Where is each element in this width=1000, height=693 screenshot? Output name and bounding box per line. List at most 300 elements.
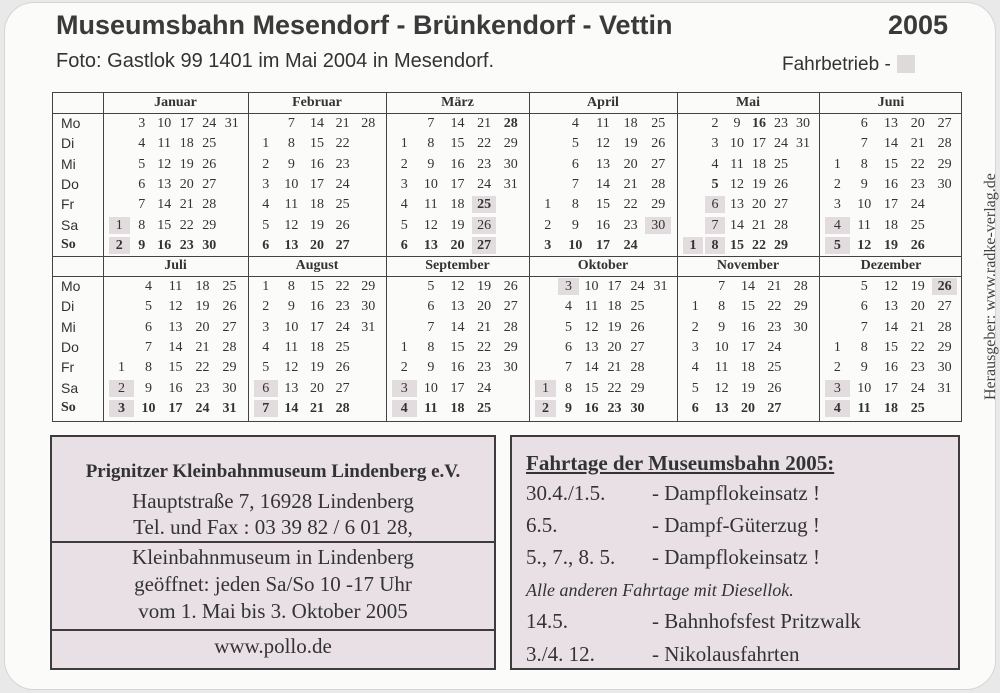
calendar-day: 16 [595,217,610,233]
weekday-label: Sa [61,216,79,233]
calendar-day: 9 [287,299,295,315]
weekday-label: So [61,399,76,415]
calendar-day: 29 [503,339,518,355]
museum-season: vom 1. Mai bis 3. Oktober 2005 [138,599,408,623]
calendar-day: 28 [630,360,645,376]
calendar-day: 28 [503,116,518,131]
calendar-day: 27 [503,299,518,315]
calendar-day: 30 [793,319,808,335]
calendar-day: 21 [309,400,324,416]
calendar-day: 15 [883,339,898,355]
calendar-day: 17 [883,380,898,396]
calendar-day: 15 [450,339,465,355]
calendar-day: 30 [503,360,518,376]
calendar-day: 6 [860,116,868,131]
calendar-day: 17 [309,176,324,192]
museum-address: Hauptstraße 7, 16928 Lindenberg [132,489,414,513]
calendar-day: 6 [138,176,146,192]
calendar-day: 24 [910,380,925,396]
calendar-day: 14 [309,116,324,131]
year-calendar [52,92,962,422]
calendar-day: 26 [774,176,788,192]
calendar-day: 19 [179,156,194,172]
calendar-day: 27 [335,237,350,253]
calendar-day: 3 [109,400,134,417]
calendar-day: 29 [202,217,217,233]
calendar-day: 19 [883,237,898,253]
calendar-day: 16 [309,156,324,172]
calendar-day: 8 [287,136,295,152]
calendar-day: 24 [335,319,350,335]
calendar-day: 6 [691,400,699,416]
event-desc: - Dampf-Güterzug ! [652,513,820,537]
month-name: Juli [164,258,187,273]
calendar-day: 26 [222,299,237,315]
calendar-day: 28 [503,319,518,335]
calendar-day: 28 [361,116,376,131]
calendar-day: 12 [284,217,299,233]
calendar-day: 1 [400,339,408,355]
museum-name: Prignitzer Kleinbahnmuseum Lindenberg e.V. [85,461,461,482]
calendar-day: 23 [910,360,925,376]
calendar-day: 6 [565,339,572,355]
calendar-day: 13 [423,237,438,253]
event-date: 14.5. [526,609,568,633]
calendar-day: 25 [774,156,788,172]
calendar-day: 7 [571,176,579,192]
calendar-day: 7 [145,339,152,355]
weekday-label: Do [61,175,79,192]
publisher-credit: Herausgeber: www.radke-verlag.de [982,173,999,400]
calendar-day: 17 [179,116,194,131]
calendar-day: 7 [254,400,278,417]
calendar-day: 18 [309,339,324,355]
calendar-day: 1 [535,380,556,397]
calendar-day: 24 [202,116,217,131]
calendar-day: 20 [477,299,492,315]
fahrtage-title: Fahrtage der Museumsbahn 2005: [526,451,835,475]
calendar-day: 17 [607,279,622,294]
calendar-day: 9 [718,319,726,335]
calendar-day: 26 [630,319,645,335]
calendar-day: 6 [705,196,725,213]
calendar-day: 2 [262,299,270,315]
calendar-day: 16 [740,319,755,335]
calendar-day: 13 [584,339,599,355]
calendar-day: 30 [503,156,518,172]
calendar-day: 5 [825,237,850,254]
calendar-day: 5 [860,279,868,294]
calendar-day: 14 [740,279,755,294]
month-name: April [587,95,619,110]
calendar-day: 2 [691,319,699,335]
calendar-day: 17 [752,136,766,152]
calendar-day: 16 [450,156,465,172]
calendar-day: 14 [595,176,610,192]
calendar-day: 11 [284,339,299,355]
calendar-day: 7 [427,116,435,131]
calendar-day: 19 [740,380,755,396]
calendar-day: 3 [392,380,417,397]
event-date: 30.4./1.5. [526,481,606,505]
event-desc: - Dampflokeinsatz ! [652,481,820,505]
calendar-day: 9 [427,156,435,172]
page-title: Museumsbahn Mesendorf - Brünkendorf - Vettin [56,10,673,40]
month-name: Mai [735,95,761,110]
calendar-day: 21 [910,319,925,335]
calendar-day: 11 [157,136,171,152]
calendar-day: 24 [623,237,638,253]
calendar-day: 1 [262,279,270,294]
calendar-day: 18 [623,116,638,131]
month-name: Dezember [860,258,922,273]
calendar-day: 24 [477,380,492,396]
calendar-day: 24 [767,339,782,355]
fahrtage-box [510,435,960,670]
calendar-day: 22 [335,279,350,294]
calendar-day: 20 [195,319,210,335]
museum-line1: Kleinbahnmuseum in Lindenberg [132,545,414,569]
calendar-day: 4 [825,217,850,234]
calendar-day: 23 [623,217,638,233]
calendar-day: 23 [195,380,210,396]
calendar-day: 10 [284,319,299,335]
calendar-day: 13 [595,156,610,172]
year-label: 2005 [888,10,949,40]
calendar-day: 20 [607,339,622,355]
calendar-day: 10 [423,176,438,192]
calendar-day: 3 [691,339,699,355]
calendar-day: 17 [595,237,610,253]
calendar-day: 19 [450,217,465,233]
calendar-day: 30 [361,299,376,315]
calendar-day: 27 [335,380,350,396]
calendar-day: 8 [138,217,146,233]
calendar-day: 16 [168,380,183,396]
calendar-day: 15 [584,380,599,396]
calendar-day: 12 [284,360,299,376]
calendar-day: 25 [202,136,217,152]
calendar-day: 11 [284,197,299,213]
calendar-day: 21 [752,217,766,233]
calendar-day: 9 [138,237,146,253]
calendar-day: 30 [630,400,645,416]
calendar-day: 2 [262,156,270,172]
calendar-day: 12 [857,237,872,253]
calendar-day: 16 [752,116,766,131]
calendar-day: 28 [335,400,350,416]
calendar-day: 28 [222,339,237,355]
calendar-day: 12 [584,319,599,335]
calendar-day: 19 [752,176,766,192]
calendar-day: 2 [109,237,130,254]
calendar-day: 5 [262,217,270,233]
calendar-day: 30 [796,116,810,131]
calendar-day: 16 [309,299,324,315]
calendar-day: 30 [202,237,217,253]
calendar-day: 27 [472,237,497,254]
calendar-day: 6 [860,299,868,315]
calendar-day: 3 [262,319,270,335]
calendar-day: 4 [138,136,146,152]
calendar-day: 9 [565,400,572,416]
calendar-day: 14 [730,217,744,233]
calendar-day: 11 [424,197,438,213]
calendar-day: 28 [937,136,952,152]
calendar-day: 15 [730,237,744,253]
calendar-day: 22 [910,156,925,172]
calendar-day: 8 [427,339,435,355]
calendar-day: 21 [477,116,492,131]
calendar-day: 30 [937,360,952,376]
calendar-day: 27 [630,339,645,355]
calendar-day: 23 [767,319,782,335]
calendar-day: 28 [202,197,217,213]
calendar-day: 24 [910,197,925,213]
calendar-day: 25 [335,339,350,355]
calendar-day: 12 [883,279,898,294]
photo-caption: Foto: Gastlok 99 1401 im Mai 2004 in Mesendorf. [56,50,495,72]
calendar-day: 20 [179,176,194,192]
calendar-day: 8 [287,279,295,294]
month-name: September [425,258,490,273]
weekday-label: Mi [61,318,76,335]
calendar-day: 11 [857,217,871,233]
calendar-day: 29 [630,380,645,396]
calendar-day: 13 [730,197,744,213]
calendar-day: 13 [168,319,183,335]
calendar-day: 1 [683,237,703,254]
calendar-day: 15 [883,156,898,172]
calendar-day: 10 [568,237,583,253]
event-date: 6.5. [526,513,558,537]
calendar-day: 10 [730,136,744,152]
calendar-day: 20 [309,380,324,396]
calendar-day: 26 [932,278,957,295]
calendar-day: 8 [718,299,726,315]
legend-label: Fahrbetrieb - [782,54,891,75]
calendar-day: 27 [937,299,952,315]
calendar-day: 24 [195,400,210,416]
calendar-day: 24 [630,279,645,294]
calendar-day: 3 [833,197,841,213]
weekday-label: Mi [61,155,76,172]
calendar-day: 27 [767,400,782,416]
calendar-day: 15 [740,299,755,315]
calendar-day: 28 [774,217,788,233]
calendar-day: 10 [141,400,156,416]
calendar-day: 14 [883,136,898,152]
calendar-day: 8 [565,380,572,396]
month-name: Oktober [577,258,629,273]
calendar-day: 8 [145,360,152,376]
calendar-day: 31 [222,400,237,416]
calendar-day: 23 [774,116,788,131]
calendar-day: 31 [361,319,376,335]
calendar-day: 1 [691,299,699,315]
calendar-day: 18 [740,360,755,376]
calendar-day: 10 [714,339,729,355]
museum-phone: Tel. und Fax : 03 39 82 / 6 01 28, [133,515,413,539]
calendar-day: 4 [711,156,719,172]
calendar-day: 31 [796,136,810,152]
calendar-day: 10 [423,380,438,396]
calendar-day: 11 [857,400,871,416]
calendar-day: 5 [427,279,435,294]
calendar-day: 31 [653,279,668,294]
calendar-day: 29 [793,299,808,315]
calendar-day: 20 [910,299,925,315]
calendar-day: 18 [883,217,898,233]
calendar-day: 7 [287,116,295,131]
calendar-day: 18 [752,156,766,172]
calendar-day: 7 [860,136,868,152]
calendar-day: 3 [825,380,850,397]
calendar-day: 31 [503,176,518,192]
calendar-day: 11 [424,400,438,416]
calendar-day: 19 [477,279,492,294]
calendar-day: 15 [450,136,465,152]
month-name: März [441,95,474,110]
calendar-day: 12 [423,217,438,233]
calendar-day: 20 [910,116,925,131]
month-name: Juni [877,95,905,110]
calendar-day: 28 [651,176,666,192]
calendar-day: 13 [284,380,299,396]
calendar-day: 10 [584,279,599,294]
event-date: 5., 7., 8. 5. [526,545,616,569]
event-desc: - Dampflokeinsatz ! [652,545,820,569]
calendar-day: 12 [168,299,183,315]
calendar-day: 1 [118,360,125,376]
calendar-day: 10 [857,380,872,396]
calendar-day: 2 [711,116,719,131]
calendar-day: 24 [335,176,350,192]
calendar-day: 5 [262,360,270,376]
calendar-day: 4 [825,400,850,417]
calendar-day: 24 [774,136,788,152]
weekday-label: Fr [61,196,75,213]
calendar-day: 19 [309,360,324,376]
calendar-day: 15 [168,360,183,376]
calendar-day: 3 [262,176,270,192]
month-name: August [295,258,339,273]
calendar-day: 26 [335,217,350,233]
calendar-day: 20 [740,400,755,416]
calendar-day: 29 [361,279,376,294]
event-desc: - Nikolausfahrten [652,642,800,666]
calendar-day: 30 [937,176,952,192]
calendar-day: 8 [860,339,868,355]
calendar-day: 19 [309,217,324,233]
calendar-day: 5 [138,156,146,172]
calendar-day: 4 [691,360,699,376]
calendar-day: 23 [335,299,350,315]
calendar-day: 1 [109,217,130,234]
calendar-day: 8 [705,237,725,254]
calendar-day: 5 [565,319,572,335]
calendar-day: 23 [910,176,925,192]
calendar-day: 26 [910,237,925,253]
calendar-day: 23 [607,400,622,416]
calendar-day: 22 [752,237,766,253]
calendar-day: 18 [309,197,324,213]
calendar-day: 3 [711,136,719,152]
calendar-day: 13 [883,299,898,315]
calendar-day: 21 [607,360,622,376]
calendar-day: 20 [623,156,638,172]
museum-website[interactable]: www.pollo.de [214,634,332,658]
calendar-day: 7 [860,319,868,335]
calendar-day: 8 [860,156,868,172]
calendar-day: 1 [262,136,270,152]
calendar-day: 21 [195,339,210,355]
calendar-day: 17 [450,176,465,192]
weekday-label: Di [61,135,75,152]
calendar-day: 5 [400,217,408,233]
calendar-day: 6 [145,319,152,335]
calendar-day: 25 [477,400,492,416]
month-name: Januar [154,95,197,110]
calendar-day: 23 [477,156,492,172]
calendar-day: 18 [883,400,898,416]
calendar-day: 12 [730,176,744,192]
calendar-day: 12 [157,156,172,172]
calendar-day: 21 [335,116,350,131]
calendar-day: 7 [705,217,725,234]
calendar-day: 12 [714,380,729,396]
calendar-day: 2 [535,400,556,417]
calendar-day: 29 [651,197,666,213]
calendar-day: 25 [767,360,782,376]
calendar-day: 7 [565,360,572,376]
calendar-day: 21 [910,136,925,152]
calendar-day: 21 [623,176,638,192]
calendar-day: 16 [584,400,599,416]
calendar-day: 26 [503,279,518,294]
calendar-day: 13 [284,237,299,253]
calendar-day: 26 [202,156,217,172]
calendar-day: 3 [138,116,146,131]
calendar-day: 25 [335,197,350,213]
calendar-day: 21 [477,319,492,335]
month-name: November [716,258,780,273]
calendar-day: 4 [262,197,270,213]
calendar-day: 18 [195,279,210,294]
calendar-day: 22 [910,339,925,355]
calendar-day: 9 [287,156,295,172]
calendar-day: 4 [145,279,152,294]
weekday-label: Mo [61,115,81,131]
calendar-day: 4 [392,400,417,417]
calendar-day: 26 [472,217,497,234]
weekday-label: Di [61,298,75,315]
calendar-day: 11 [168,279,183,294]
calendar-day: 5 [145,299,152,315]
month-name: Februar [292,95,342,110]
calendar-day: 12 [595,136,610,152]
calendar-day: 31 [937,380,952,396]
calendar-day: 28 [937,319,952,335]
calendar-day: 29 [937,156,952,172]
calendar-day: 9 [860,360,868,376]
legend [782,54,915,76]
calendar-day: 18 [607,299,622,315]
calendar-day: 26 [651,136,666,152]
calendar-day: 25 [651,116,666,131]
calendar-day: 30 [222,380,237,396]
calendar-day: 25 [630,299,645,315]
